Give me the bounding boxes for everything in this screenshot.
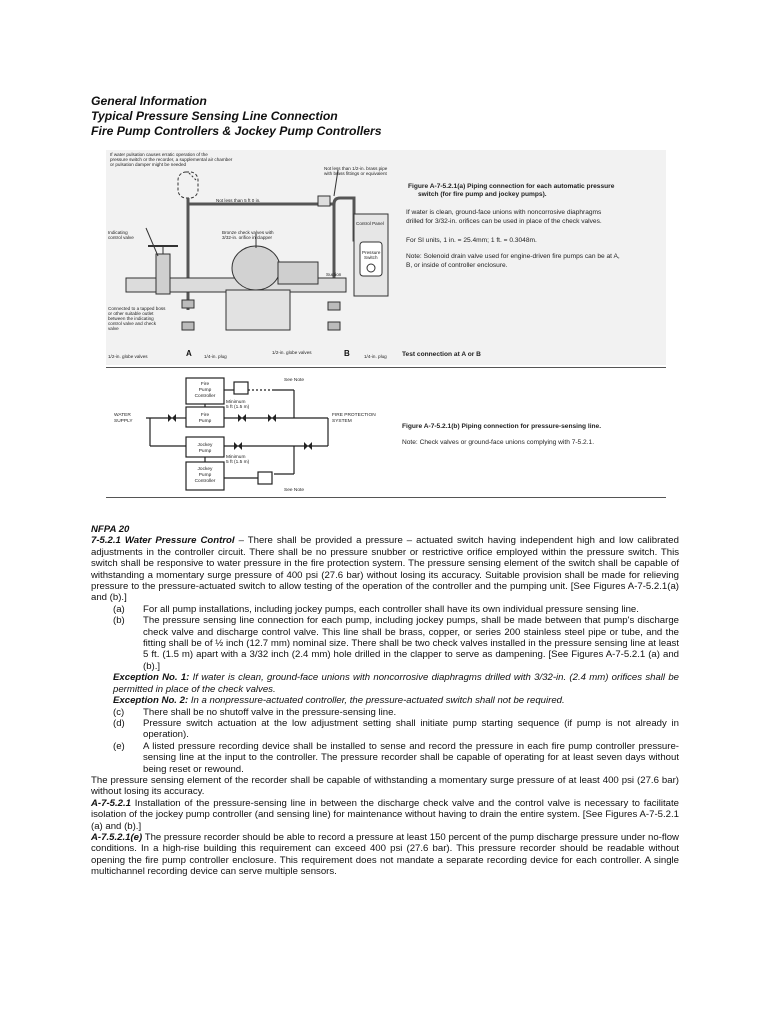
jp-controller-1: Jockey <box>197 467 213 472</box>
nfpa-label: NFPA 20 <box>91 524 130 535</box>
minimum-bottom-2: 5 ft (1.5 m) <box>226 460 250 465</box>
half-globe-valves-b: 1/2-in. globe valves <box>272 350 312 355</box>
fire-protection-2: SYSTEM <box>332 419 352 424</box>
water-supply-2: SUPPLY <box>114 419 133 424</box>
note-pipe-1: Not less than 1/2-in. brass pipe <box>324 166 388 171</box>
item-b-label: (b) <box>113 615 125 627</box>
exception-1 <box>91 672 679 695</box>
indicating-valve-2: control valve <box>108 235 134 240</box>
item-c-text: There shall be no shutoff valve in the pressure-sensing line. <box>143 706 397 718</box>
label-a: A <box>186 349 192 358</box>
half-globe-valves-a: 1/2-in. globe valves <box>108 354 148 359</box>
figure-a-piping-diagram <box>106 150 666 365</box>
item-e-label: (e) <box>113 740 125 752</box>
item-d-label: (d) <box>113 717 125 729</box>
connected-note-1: Connected to a tapped boss <box>108 306 166 311</box>
fp-controller-2: Pump <box>198 388 212 393</box>
item-c <box>91 707 679 718</box>
item-d <box>91 718 679 741</box>
jockey-pump-2: Pump <box>198 449 212 454</box>
see-note-bottom: See Note <box>284 488 305 493</box>
label-b: B <box>344 349 350 358</box>
item-e <box>91 741 679 775</box>
water-supply-1: WATER <box>114 413 131 418</box>
fp-controller-1: Fire <box>200 382 210 387</box>
fig-a-caption-2: switch (for fire pump and jockey pumps). <box>418 191 547 198</box>
item-a-label: (a) <box>113 603 125 615</box>
fire-protection-1: FIRE PROTECTION <box>332 413 376 418</box>
section-7-5-2-1 <box>91 535 679 603</box>
section-a-7-5-2-1 <box>91 798 679 832</box>
section-a-7-5-2-1-e <box>91 832 679 878</box>
exception-1-text: If water is clean, ground-face unions with noncorrosive diaphragms drilled with 3/32-in. (2.4 mm) orifices shall be permitted in place of the check valves. <box>113 672 679 695</box>
fp-controller-3: Controller <box>194 394 216 399</box>
fig-b-caption: Figure A-7-5.2.1(b) Piping connection for pressure-sensing line. <box>402 423 602 430</box>
fig-a-note-1: Note: Solenoid drain valve used for engine-driven fire pumps can be at A, <box>406 253 620 260</box>
section-a-7-5-2-1-text: Installation of the pressure-sensing line in between the discharge check valve and the control valve is necessary to facilitate isolation of the jockey pump controller (and sensing line) for maintenance without having to drain the entire system. [See Figures A-7-5.2.1 (a) and (b).] <box>91 797 679 832</box>
item-e-text: A listed pressure recording device shall be installed to sense and record the pressure in each fire pump controller pressure-sensing line at the input to the controller. The pressure recorder shall be capable of operating for at least seven days without being reset or rewound. <box>143 740 679 775</box>
exception-2-heading: Exception No. 2: <box>113 695 189 707</box>
connected-note-5: valve <box>108 326 119 331</box>
fig-b-note: Note: Check valves or ground-face unions complying with 7-5.2.1. <box>402 439 595 446</box>
quarter-plug-a: 1/4-in. plug <box>204 354 227 359</box>
note-pipe-2: with brass fittings or equivalent <box>324 171 387 176</box>
item-c-label: (c) <box>113 706 125 718</box>
indicating-valve-1: Indicating <box>108 230 128 235</box>
bronze-check-1: Bronze check valves with <box>222 230 274 235</box>
pressure-switch-1: Pressure <box>362 250 381 255</box>
connected-note-4: control valve and check <box>108 321 157 326</box>
fig-a-caption-1: Figure A-7-5.2.1(a) Piping connection for each automatic pressure <box>408 183 615 190</box>
exception-1-heading: Exception No. 1: <box>113 672 190 684</box>
exception-2-text: In a nonpressure-actuated controller, the pressure-actuated switch shall not be required. <box>188 695 565 707</box>
note-pulsation-3: or pulsation damper might be needed <box>110 162 187 167</box>
item-b-text: The pressure sensing line connection for each pump, including jockey pumps, shall be made between that pump's discharge check valve and discharge control valve. This line shall be brass, copper, or series 200 stainless steel pipe or tube, and the fitting shall be of ½ inch (12.7 mm) nominal size. There shall be two check valves installed in the pressure sensing line at least 5 ft. (1.5 m) apart with a 3/32 inch (2.4 mm) hole drilled in the clapper to serve as dampening. [See Figures A-7-5.2.1 (a) and (b).] <box>143 615 679 672</box>
jockey-pump-1: Jockey <box>197 443 213 448</box>
figure-separator-top <box>106 367 666 368</box>
minimum-top-1: Minimum <box>226 400 246 405</box>
fig-a-clean-1: If water is clean, ground-face unions with noncorrosive diaphragms <box>406 209 602 216</box>
control-panel-label: Control Panel <box>356 221 384 226</box>
bronze-check-2: 3/32-in. orifice in clapper <box>222 235 273 240</box>
section-7-5-2-1-heading: 7-5.2.1 Water Pressure Control <box>91 535 235 547</box>
body-text <box>91 524 679 878</box>
minimum-top-2: 5 ft (1.5 m) <box>226 405 250 410</box>
figure-separator-bottom <box>106 497 666 498</box>
section-a-7-5-2-1-heading: A-7-5.2.1 <box>91 797 131 809</box>
connected-note-3: between the indicating <box>108 316 154 321</box>
connected-note-2: or other suitable outlet <box>108 311 154 316</box>
jp-controller-3: Controller <box>194 479 216 484</box>
minimum-bottom-1: Minimum <box>226 455 246 460</box>
fire-pump-1: Fire <box>200 413 210 418</box>
exception-2 <box>91 695 679 706</box>
item-a-text: For all pump installations, including jockey pumps, each controller shall have its own individual pressure sensing line. <box>143 603 639 615</box>
item-a <box>91 604 679 615</box>
fig-a-note-2: B, or inside of controller enclosure. <box>406 262 508 269</box>
item-d-text: Pressure switch actuation at the low adjustment setting shall initiate pump starting sequence (if pump is not already in operation). <box>143 717 679 741</box>
doc-title-general: General Information <box>91 94 207 108</box>
section-a-7-5-2-1-e-heading: A-7.5.2.1(e) <box>91 831 143 843</box>
pressure-switch-2: Switch <box>364 255 378 260</box>
doc-title-sensing-line: Typical Pressure Sensing Line Connection <box>91 109 338 123</box>
recorder-paragraph: The pressure sensing element of the recorder shall be capable of withstanding a momentary surge pressure of at least 400 psi (27.6 bar) without losing its accuracy. <box>91 774 679 798</box>
see-note-top: See Note <box>284 378 305 383</box>
fig-a-clean-2: drilled for 3/32-in. orifices can be used in place of the check valves. <box>406 218 602 225</box>
test-connection-label: Test connection at A or B <box>402 351 481 358</box>
fig-a-si: For SI units, 1 in. = 25.4mm; 1 ft. = 0.3048m. <box>406 237 537 244</box>
note-pulsation-2: pressure switch or the recorder, a supplemental air chamber <box>110 157 233 162</box>
note-pulsation-1: If water pulsation causes erratic operation of the <box>110 152 208 157</box>
note-distance: Not less than 5 ft 0 in. <box>216 198 261 203</box>
doc-title-controllers: Fire Pump Controllers & Jockey Pump Controllers <box>91 124 382 138</box>
quarter-plug-b: 1/4-in. plug <box>364 354 387 359</box>
section-a-7-5-2-1-e-text: The pressure recorder should be able to record a pressure at least 150 percent of the pump discharge pressure under no-flow conditions. In a high-rise building this requirement can exceed 400 psi (27.6 bar). This pressure recorder should be readable without opening the fire pump controller enclosure. This requirement does not mandate a separate recording device for each controller. A single multichannel recording device can serve multiple sensors. <box>91 831 679 878</box>
item-b <box>91 615 679 672</box>
fire-pump-2: Pump <box>198 419 212 424</box>
section-7-5-2-1-text: – There shall be provided a pressure – actuated switch having independent high and low calibrated adjustments in the controller circuit. There shall be no pressure snubber or restrictive orifice employed within the pressure switch. This switch shall be responsive to water pressure in the fire protection system. The pressure sensing element of the switch shall be capable of withstanding a momentary surge pressure of 400 psi (27.6 bar) without losing its accuracy. Suitable provision shall be made for relieving pressure to the pressure-actuated switch to allow testing of the operation of the controller and the pumping unit. [See Figures A-7-5.2.1(a) and (b).] <box>91 535 679 604</box>
jp-controller-2: Pump <box>198 473 212 478</box>
suction-label: Suction <box>326 272 342 277</box>
figure-b-piping-diagram <box>106 370 666 498</box>
